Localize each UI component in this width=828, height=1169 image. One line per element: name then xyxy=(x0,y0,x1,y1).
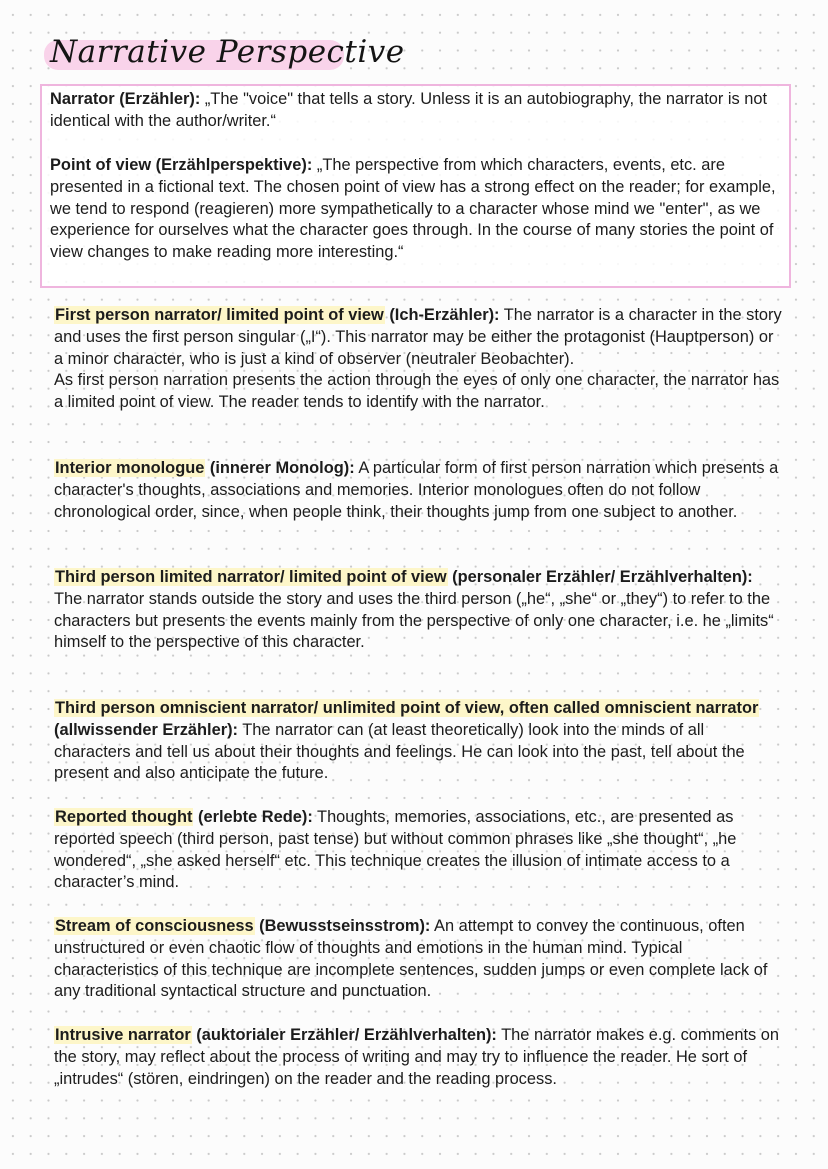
section-text: As first person narration presents the action through the eyes of only one character, the narrator has a limited point of view. The reader tends to identify with the narrator. xyxy=(54,371,780,412)
term-german: (allwissender Erzähler): xyxy=(54,720,239,739)
term-highlight: Intrusive narrator xyxy=(55,1026,191,1044)
section-text: The narrator is a character in the story and uses the first person singular („I“). This narrator may be either the protagonist (Hauptperson) or a minor character, who is just a kind of observer (neutraler Beobachter). xyxy=(54,306,782,368)
section-first-person xyxy=(54,305,782,414)
section-text: A particular form of first person narration which presents a character's thoughts, associations and memories. Interior monologues often do not follow chronological order, since, when people think, their thoughts jump from one subject to another. xyxy=(54,459,779,521)
term-highlight: First person narrator/ limited point of view xyxy=(55,306,384,324)
term-highlight: Third person limited narrator/ limited point of view xyxy=(55,568,447,586)
term-german: (Bewusstseinsstrom): xyxy=(254,917,431,935)
term-german: (innerer Monolog): xyxy=(205,459,355,477)
section-third-limited xyxy=(54,567,782,654)
section-text: The narrator makes e.g. comments on the story, may reflect about the process of writing and may try to influence the reader. He sort of „intrudes“ (stören, eindringen) on the reader and the reading process. xyxy=(54,1026,779,1088)
term-german: (erlebte Rede): xyxy=(193,808,313,826)
term-german: (personaler Erzähler/ Erzählverhalten): xyxy=(447,568,753,586)
section-text: The narrator stands outside the story and uses the third person („he“, „she“ or „they“) to refer to the characters but presents the events mainly from the perspective of only one character, i.e. he „limits“ himself to the perspective of this character. xyxy=(54,589,774,652)
section-stream-of-consciousness xyxy=(54,916,782,1003)
definitions-box xyxy=(40,84,791,288)
section-text: Thoughts, memories, associations, etc., are presented as reported speech (third person, past tense) but without common phrases like „she thought“, „he wondered“, „she asked herself“ etc. This technique creates the illusion of intimate access to a character’s mind. xyxy=(54,808,737,892)
term-german: (auktorialer Erzähler/ Erzählverhalten): xyxy=(191,1026,497,1044)
term-german: (Ich-Erzähler): xyxy=(384,306,500,324)
page-title xyxy=(44,28,405,76)
term-highlight: Interior monologue xyxy=(55,459,205,477)
term-highlight: Reported thought xyxy=(55,808,193,826)
page-title-text: Narrative Perspective xyxy=(50,34,405,70)
definition-narrator xyxy=(50,89,783,133)
section-third-omniscient xyxy=(54,698,782,785)
section-interior-monologue xyxy=(54,458,782,523)
section-reported-thought xyxy=(54,807,782,894)
section-text: An attempt to convey the continuous, often unstructured or even chaotic flow of thoughts and emotions in the human mind. Typical characteristics of this technique are incomplete sentences, sudden jumps or even complete lack of any traditional syntactical structure and punctuation. xyxy=(54,917,768,1001)
definition-text: „The "voice" that tells a story. Unless it is an autobiography, the narrator is not identical with the author/writer.“ xyxy=(50,90,768,130)
term-highlight: Third person omniscient narrator/ unlimited point of view, often called omniscient narrator xyxy=(55,699,759,717)
definition-text: „The perspective from which characters, events, etc. are presented in a fictional text. The chosen point of view has a strong effect on the reader; for example, we tend to respond (reagieren) more sympathetically to a character whose mind we "enter", as we experience for ourselves what the character goes through. In the course of many stories the point of view changes to make reading more interesting.“ xyxy=(50,156,776,262)
section-text: The narrator can (at least theoretically) look into the minds of all characters and tell us about their thoughts and feelings. He can look into the past, tell about the present and also anticipate the future. xyxy=(54,720,745,783)
definition-point-of-view xyxy=(50,155,783,264)
definition-term: Point of view (Erzählperspektive): xyxy=(50,156,313,174)
section-intrusive-narrator xyxy=(54,1025,782,1090)
term-highlight: Stream of consciousness xyxy=(55,917,254,935)
definition-term: Narrator (Erzähler): xyxy=(50,90,201,108)
